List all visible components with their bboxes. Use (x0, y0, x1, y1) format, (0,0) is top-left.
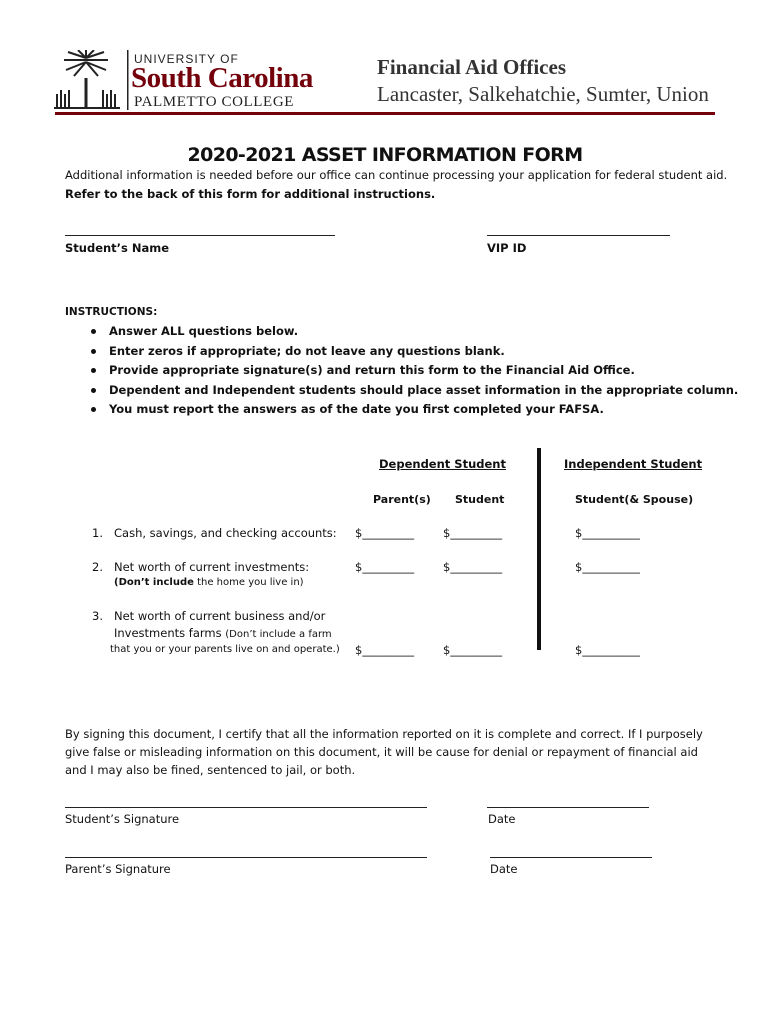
office-title: Financial Aid Offices (377, 55, 566, 79)
student-name-label: Student’s Name (65, 241, 170, 255)
q1-number: 1. (92, 526, 103, 540)
column-divider (537, 448, 541, 650)
instruction-item: Answer ALL questions below. (109, 322, 738, 342)
q3-line1: Net worth of current business and/or (114, 609, 326, 623)
q2-text: Net worth of current investments: (114, 560, 310, 574)
q3-line2 (114, 626, 332, 640)
instructions-list (70, 322, 738, 420)
student-spouse-column-header: Student(& Spouse) (575, 493, 694, 506)
student-signature-label: Student’s Signature (65, 812, 180, 826)
q2-note-bold: (Don’t include (114, 577, 194, 588)
instruction-item: You must report the answers as of the date you first completed your FAFSA. (109, 400, 738, 420)
q3-independent-field[interactable]: $__________ (575, 643, 640, 657)
parents-column-header: Parent(s) (373, 493, 431, 506)
q1-independent-field[interactable]: $__________ (575, 526, 640, 540)
independent-student-header: Independent Student (564, 457, 703, 471)
form-title: 2020-2021 ASSET INFORMATION FORM (187, 144, 583, 166)
logo-palmetto-college: PALMETTO COLLEGE (134, 94, 295, 110)
q3-student-field[interactable]: $_________ (443, 643, 503, 657)
vip-id-field[interactable] (487, 235, 670, 236)
header-rule (55, 112, 715, 115)
student-date-field[interactable] (487, 807, 649, 808)
intro-text: Additional information is needed before our office can continue processing your application for federal student aid. (65, 168, 728, 182)
q2-note (114, 577, 304, 588)
instruction-item: Enter zeros if appropriate; do not leave any questions blank. (109, 342, 738, 362)
parent-signature-label: Parent’s Signature (65, 862, 171, 876)
q3-number: 3. (92, 609, 103, 623)
instruction-item: Provide appropriate signature(s) and return this form to the Financial Aid Office. (109, 361, 738, 381)
refer-text: Refer to the back of this form for additional instructions. (65, 187, 436, 201)
dependent-student-header: Dependent Student (379, 457, 506, 471)
vip-id-label: VIP ID (487, 241, 527, 255)
logo-university-of: UNIVERSITY OF (134, 52, 239, 66)
instruction-item: Dependent and Independent students should place asset information in the appropriate column. (109, 381, 738, 401)
q3-parents-field[interactable]: $_________ (355, 643, 415, 657)
certification-text: By signing this document, I certify that all the information reported on it is complete and correct. If I purposely give false or misleading information on this document, it will be cause for denial or repayment of financial aid and I may also be fined, sentenced to jail, or both. (65, 727, 703, 777)
q2-note-rest: the home you live in) (193, 577, 304, 588)
q3-line2-c: a farm (295, 629, 332, 640)
instructions-label: INSTRUCTIONS: (65, 306, 158, 318)
q1-student-field[interactable]: $_________ (443, 526, 503, 540)
student-column-header: Student (455, 493, 505, 506)
q1-text: Cash, savings, and checking accounts: (114, 526, 337, 540)
parent-date-label: Date (490, 862, 518, 876)
q1-parents-field[interactable]: $_________ (355, 526, 415, 540)
q2-independent-field[interactable]: $__________ (575, 560, 640, 574)
q2-number: 2. (92, 560, 103, 574)
q3-line3: that you or your parents live on and operate.) (110, 644, 340, 655)
student-signature-field[interactable] (65, 807, 427, 808)
parent-date-field[interactable] (490, 857, 652, 858)
q2-parents-field[interactable]: $_________ (355, 560, 415, 574)
q3-line2-bold: (Don’t include (225, 629, 296, 640)
campus-list: Lancaster, Salkehatchie, Sumter, Union (377, 82, 709, 106)
logo-south-carolina: South Carolina (131, 62, 313, 94)
student-name-field[interactable] (65, 235, 335, 236)
parent-signature-field[interactable] (65, 857, 427, 858)
q2-student-field[interactable]: $_________ (443, 560, 503, 574)
q3-line2-a: Investments farms (114, 626, 226, 640)
student-date-label: Date (488, 812, 516, 826)
